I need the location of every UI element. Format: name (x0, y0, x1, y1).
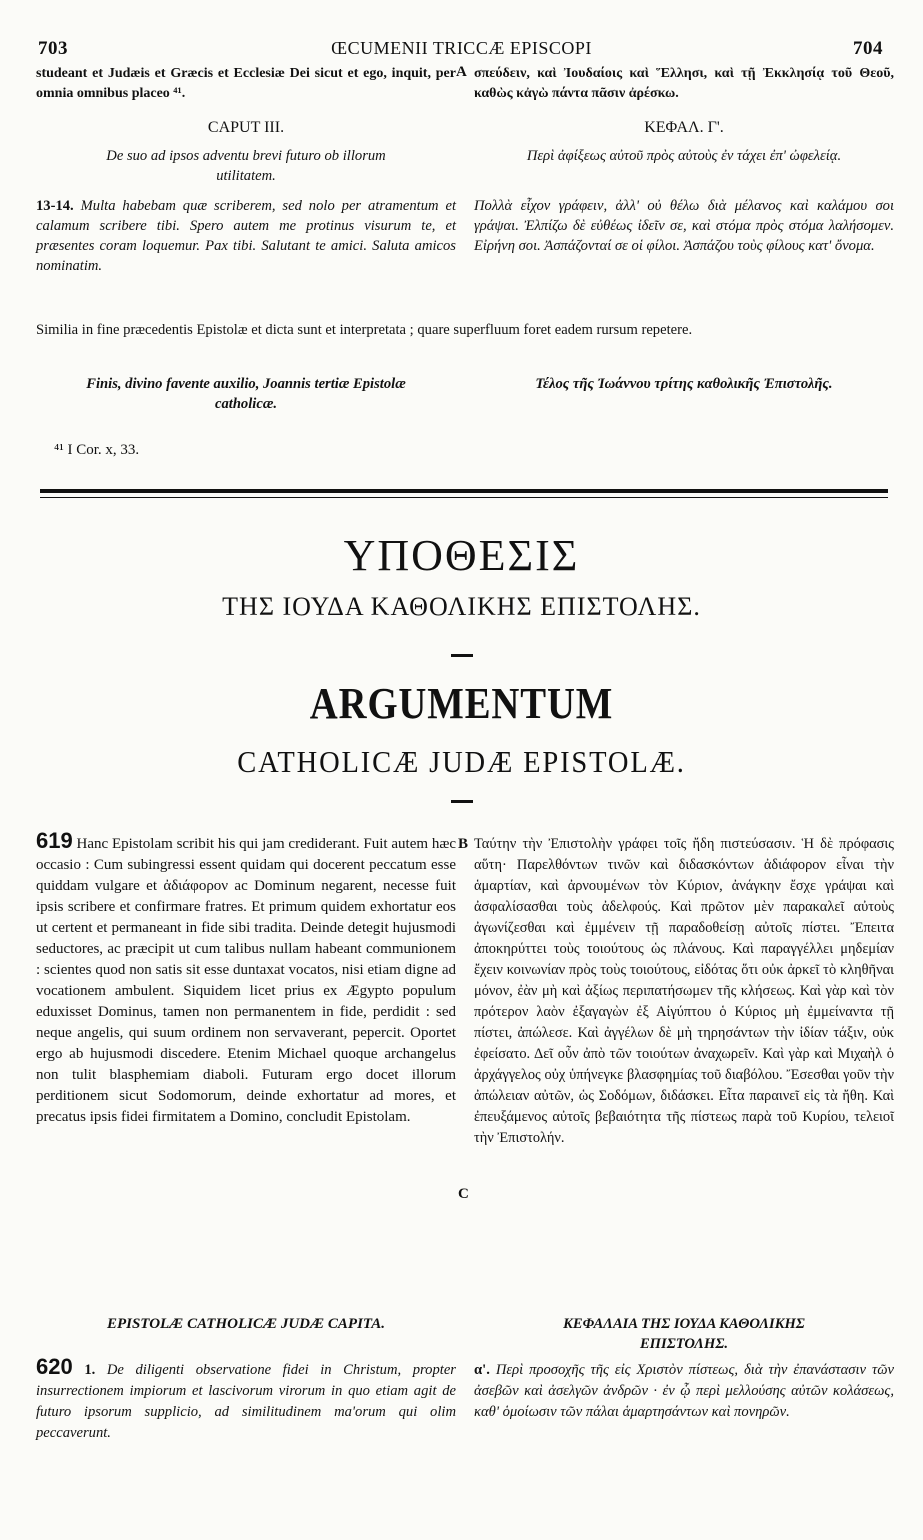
section-rule-thin (40, 497, 888, 498)
latin-verse (36, 196, 456, 276)
latin-verse-text: Multa habebam quæ scriberem, sed nolo per atramentum et calamum scribere tibi. Spero autem me protinus visurum te, et præsentes coram loquemur. Pax tibi. Salutant te amici. Saluta amicos nominatim. (36, 198, 456, 274)
latin-finis: Finis, divino favente auxilio, Joannis tertiæ Epistolæ catholicæ. (86, 376, 406, 412)
latin-capita-heading: EPISTOLÆ CATHOLICÆ JUDÆ CAPITA. (106, 1316, 386, 1332)
page-number-right: 704 (853, 38, 883, 59)
greek-chapter-summary: Περὶ ἀφίξεως αὐτοῦ πρὸς αὐτοὺς ἐν τάχει ἐπ' ὠφελείᾳ. (526, 148, 842, 164)
title-dash-2 (451, 800, 473, 803)
greek-argument: Ταύτην τὴν Ἐπιστολὴν γράφει τοῖς ἤδη πιστεύσασιν. Ἡ δὲ πρόφασις αὕτη· Παρελθόντων τινῶν καὶ διδασκόντων ἀδιάφορον εἶναι τὴν ἁμαρτίαν, καὶ ἀρνουμένων τὸν Κύριον, ἀνάγκην ἔσχε γράψαι καὶ ἀσφαλίσασθαι τοὺς ἀδελφούς. Καὶ πρῶτον μὲν παρακαλεῖ αὐτοὺς ἀγωνίζεσθαι καὶ ἐμμένειν τῇ παραδοθείσῃ αὐτοῖς πίστει. Ἔπειτα ἀποκηρύττει τοὺς τοιούτους ὡς πλάνους. Καὶ παραγγέλλει μηδεμίαν ἔχειν κοινωνίαν πρὸς τοὺς τοιούτους, εἰδότας ὅτι οὐκ ἀρκεῖ τὸ κληθῆναι μόνον, ἐὰν μὴ καὶ ἀξίως περιπατήσωμεν τῆς κλήσεως. Καὶ γὰρ καὶ τὸν πρότερον λαὸν ἐξαγαγὼν ἐξ Αἰγύπτου ὁ Κύριος μὴ ἐμμείναντα τῇ πίστει, ἀπώλεσε. Καὶ ἀγγέλων δὲ μὴ τηρησάντων τὴν ἰδίαν τάξιν, οὐκ ἐφείσατο. Δεῖ οὖν ἀπὸ τῶν τοιούτων ἀναχωρεῖν. Καὶ γὰρ καὶ Μιχαὴλ ὁ ἀρχάγγελος οὐχ ὑπήνεγκε βλασφημίας τοῦ διαβόλου. Ἔσεσθαι γοῦν τὴν ἀπώλειαν αὐτῶν, ὡς Σοδόμων, διδάσκει. Εἶτα παραινεῖ εἰς τὰ ἤθη. Καὶ ἐπευξάμενος αὐτοῖς βεβαιότητα τῆς πίστεως παρὰ τοῦ Κυρίου, τελειοῖ τὴν Ἐπιστολήν. (474, 836, 894, 1146)
greek-capita-item (474, 1360, 894, 1423)
running-title: ŒCUMENII TRICCÆ EPISCOPI (331, 38, 592, 58)
greek-subtitle: ΤΗΣ ΙΟΥΔΑ ΚΑΘΟΛΙΚΗΣ ΕΠΙΣΤΟΛΗΣ. (222, 592, 701, 621)
latin-subtitle: CATHOLICÆ JUDÆ EPISTOLÆ. (237, 744, 686, 779)
margin-letter-c: C (458, 1186, 469, 1202)
commentary-line: Similia in fine præcedentis Epistolæ et dicta sunt et interpretata ; quare superfluum foret eadem rursum repetere. (36, 322, 693, 338)
latin-item-number: 1. (84, 1362, 96, 1378)
greek-verse: Πολλὰ εἶχον γράφειν, ἀλλ' οὐ θέλω διὰ μέλανος καὶ καλάμου σοι γράψαι. Ἐλπίζω δὲ εὐθέως ἰδεῖν σε, καὶ στόμα πρὸς στόμα λαλήσομεν. Εἰρήνη σοι. Ἀσπάζονταί σε οἱ φίλοι. Ἀσπάζου τοὺς φίλους κατ' ὄνομα. (474, 198, 894, 254)
column-number: 619 (36, 828, 73, 853)
title-dash (451, 654, 473, 657)
verse-number: 13-14. (36, 198, 74, 214)
latin-argument (36, 830, 456, 1128)
greek-finis: Τέλος τῆς Ἰωάννου τρίτης καθολικῆς Ἐπιστολῆς. (535, 376, 833, 392)
page-number-left: 703 (38, 38, 68, 59)
latin-capita-item (36, 1356, 456, 1444)
column-number-2: 620 (36, 1354, 73, 1379)
latin-chapter-summary: De suo ad ipsos adventu brevi futuro ob illorum utilitatem. (106, 148, 386, 184)
latin-title: ARGUMENTUM (309, 679, 614, 728)
footnote: ⁴¹ I Cor. x, 33. (54, 442, 140, 458)
latin-argument-text: Hanc Epistolam scribit his qui jam crediderant. Fuit autem hæc occasio : Cum subingressi essent quidam qui docerent peccatum esse quiddam vulgare et ἀδιάφορον ac Dominum negarent, necesse fuit ipsis scribere et confirmare fratres. Et primum quidem exhortatur eos ut certent et permaneant in fide sibi tradita. Deinde detegit hujusmodi seductores, ac præcipit ut cum talibus nullam habeant communionem : scientes quod non satis sit esse duntaxat vocatos, nisi etiam digne ad vocationem ambulent. Siquidem licet prius ex Ægypto populum eduxisset Dominus, tamen non permanentem in fide, perdidit : sed neque angelis, qui suum ordinem non servaverant, pepercit. Oportet ergo ab hujusmodi discedere. Etenim Michael quoque archangelus non tulit blasphemiam diaboli. Futuram ergo docet illorum perditionem sicut Sodomorum, deinde exhortatur ad mores, et precatus ipsis fidei firmitatem a Domino, concludit Epistolam. (36, 836, 456, 1125)
latin-intro: studeant et Judæis et Græcis et Ecclesiæ Dei sicut et ego, inquit, per omnia omnibus placeo ⁴¹. (36, 66, 456, 101)
greek-title: ΥΠΟΘΕΣΙΣ (343, 531, 580, 580)
margin-letter-b: B (458, 836, 469, 852)
greek-item-text: Περὶ προσοχῆς τῆς εἰς Χριστὸν πίστεως, διὰ τὴν ἐπανάστασιν τῶν ἀσεβῶν καὶ ἀσελγῶν ἀνδρῶν · ἐν ᾧ περὶ μελλούσης αὐτῶν κολάσεως, καθ' ὁμοίωσιν τῶν πάλαι ἁμαρτησάντων καὶ πονηρῶν. (474, 1362, 894, 1420)
latin-item-text: De diligenti observatione fidei in Christum, propter insurrectionem impiorum et lascivorum virorum in quo etiam agit de futuro ipsorum supplicio, ad similitudinem ma'orum qui olim peccaverunt. (36, 1362, 456, 1441)
latin-chapter-heading: CAPUT III. (207, 119, 285, 136)
margin-letter-a: A (456, 64, 467, 80)
greek-capita-heading: ΚΕΦΑΛΑΙΑ ΤΗΣ ΙΟΥΔΑ ΚΑΘΟΛΙΚΗΣ ΕΠΙΣΤΟΛΗΣ. (563, 1316, 805, 1352)
greek-chapter-heading: ΚΕΦΑΛ. Γ'. (644, 119, 724, 136)
greek-intro: σπεύδειν, καὶ Ἰουδαίοις καὶ Ἕλλησι, καὶ τῇ Ἐκκλησίᾳ τοῦ Θεοῦ, καθὼς κἀγὼ πάντα πᾶσιν ἀρέσκω. (474, 66, 894, 101)
section-rule-thick (40, 489, 888, 493)
greek-item-number: α'. (474, 1362, 490, 1378)
